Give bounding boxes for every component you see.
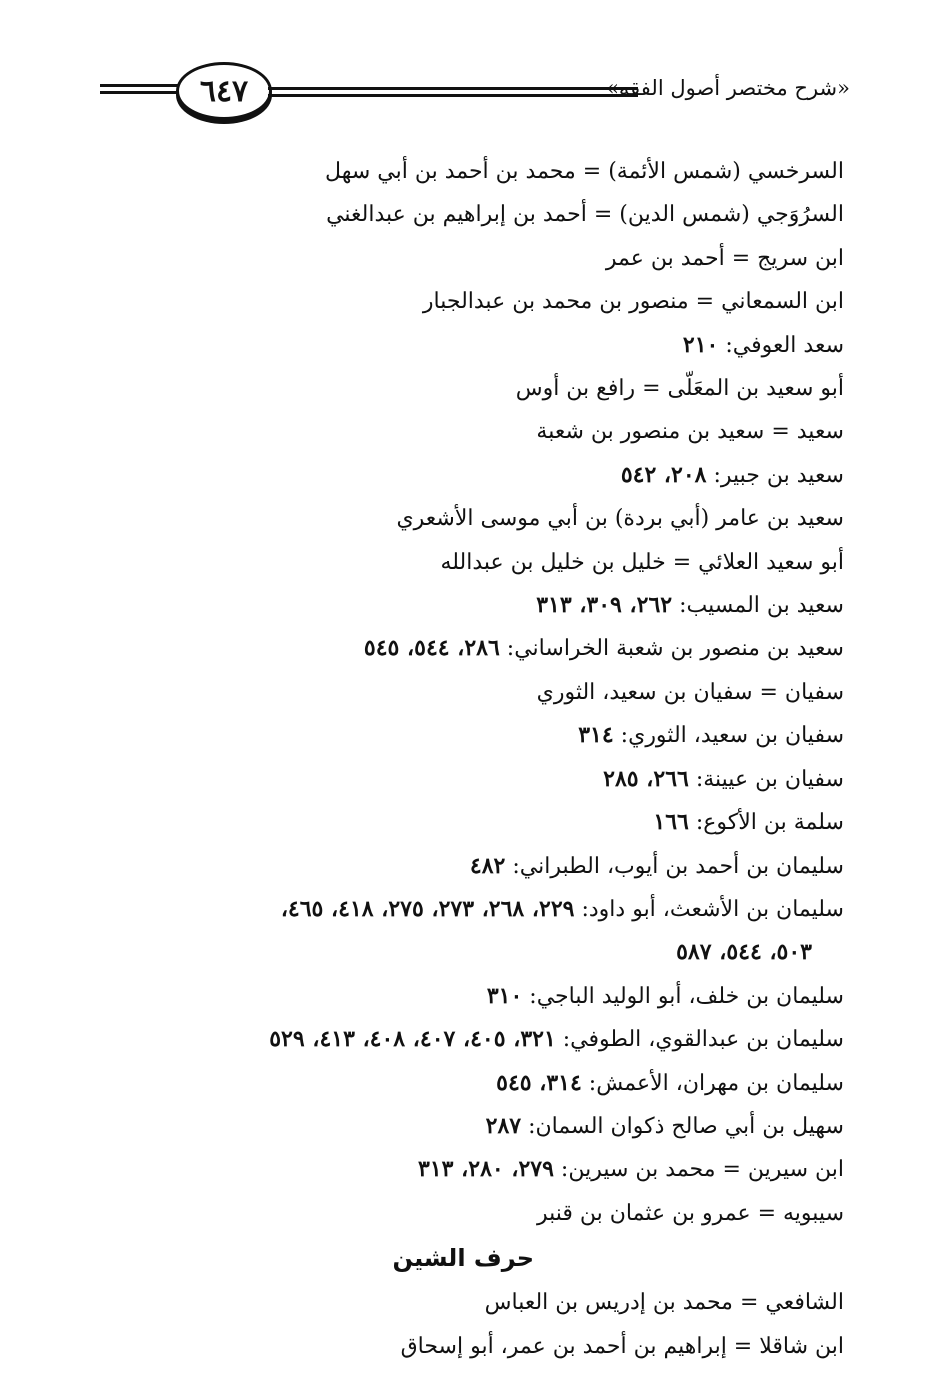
index-content [84, 150, 844, 1368]
index-entry [84, 541, 844, 584]
index-entry [84, 410, 844, 453]
index-list-sin [84, 150, 844, 1235]
index-entry [84, 454, 844, 497]
index-entry [84, 1148, 844, 1191]
entry-name: ابن السمعاني = منصور بن محمد بن عبدالجبار [422, 289, 844, 315]
entry-name: أبو سعيد بن المعَلّى = رافع بن أوس [515, 376, 844, 402]
index-entry [84, 280, 844, 323]
index-entry [84, 237, 844, 280]
entry-name: أبو سعيد العلائي = خليل بن خليل بن عبدالله [440, 549, 844, 575]
entry-name: سعيد بن عامر (أبي بردة) بن أبي موسى الأشعري [396, 506, 844, 532]
entry-name: سفيان = سفيان بن سعيد، الثوري [536, 679, 844, 705]
entry-name: سليمان بن عبدالقوي، الطوفي: [555, 1027, 844, 1053]
index-entry [84, 497, 844, 540]
page-number: ٦٤٧ [176, 62, 272, 120]
entry-name: سلمة بن الأكوع: [688, 810, 844, 836]
entry-name: سعيد بن المسيب: [672, 593, 844, 619]
page-header [100, 62, 850, 132]
index-entry [84, 714, 844, 757]
entry-name: سليمان بن أحمد بن أيوب، الطبراني: [505, 853, 844, 879]
index-list-shin [84, 1281, 844, 1368]
running-title: «شرح مختصر أصول الفقه» [606, 76, 850, 100]
entry-pages: ٢٦٦، ٢٨٥ [603, 765, 689, 792]
index-entry [84, 324, 844, 367]
entry-pages: ٢٨٦، ٥٤٤، ٥٤٥ [363, 635, 500, 662]
entry-name: سعد العوفي: [718, 332, 844, 358]
entry-name: ابن سريج = أحمد بن عمر [605, 245, 844, 271]
index-entry [84, 975, 844, 1018]
entry-name: سعيد بن منصور بن شعبة الخراساني: [499, 636, 844, 662]
entry-pages: ٢٦٢، ٣٠٩، ٣١٣ [536, 592, 673, 619]
entry-pages: ٣١٤، ٥٤٥ [496, 1069, 582, 1096]
entry-pages: ٢١٠ [682, 331, 719, 358]
index-entry [84, 193, 844, 236]
entry-name: سفيان بن سعيد، الثوري: [613, 723, 844, 749]
index-entry [84, 1105, 844, 1148]
entry-name: سعيد = سعيد بن منصور بن شعبة [536, 419, 844, 445]
index-entry [84, 584, 844, 627]
entry-pages: ٣١٤ [578, 722, 614, 749]
entry-pages: ٣١٠ [486, 982, 523, 1009]
index-entry [84, 1192, 844, 1235]
index-entry [84, 801, 844, 844]
index-entry [84, 1018, 844, 1061]
entry-pages: ٢٧٩، ٢٨٠، ٣١٣ [418, 1156, 554, 1183]
entry-pages: ٢٢٩، ٢٦٨، ٢٧٣، ٢٧٥، ٤١٨، ٤٦٥، [280, 895, 575, 922]
index-entry [84, 1062, 844, 1105]
entry-name: سليمان بن خلف، أبو الوليد الباجي: [522, 983, 844, 1009]
entry-name: سيبويه = عمرو بن عثمان بن قنبر [536, 1200, 844, 1226]
entry-pages-continued: ٥٠٣، ٥٤٤، ٥٨٧ [676, 939, 812, 966]
entry-name: سليمان بن مهران، الأعمش: [581, 1070, 844, 1096]
entry-pages: ١٦٦ [653, 809, 689, 836]
section-heading: حرف الشين [392, 1244, 534, 1273]
entry-pages: ٢٠٨، ٥٤٢ [620, 461, 707, 488]
index-entry [84, 888, 844, 975]
entry-name: السرخسي (شمس الأئمة) = محمد بن أحمد بن أبي سهل [325, 159, 844, 184]
index-entry [84, 758, 844, 801]
index-entry [84, 150, 844, 193]
entry-name: سفيان بن عيينة: [688, 766, 844, 792]
entry-name: سهيل بن أبي صالح ذكوان السمان: [521, 1113, 844, 1139]
index-entry [84, 845, 844, 888]
entry-pages: ٢٨٧ [485, 1112, 522, 1139]
entry-pages: ٣٢١، ٤٠٥، ٤٠٧، ٤٠٨، ٤١٣، ٥٢٩ [269, 1026, 556, 1053]
entry-name: ابن سيرين = محمد بن سيرين: [553, 1157, 844, 1183]
index-entry [84, 1281, 844, 1324]
index-entry [84, 367, 844, 410]
entry-name: السرُوَجي (شمس الدين) = أحمد بن إبراهيم بن عبدالغني [326, 202, 844, 228]
header-rule-left [100, 84, 180, 94]
header-rule-right [268, 87, 638, 97]
index-entry [84, 1325, 844, 1368]
entry-name: ابن شاقلا = إبراهيم بن أحمد بن عمر، أبو إسحاق [400, 1333, 844, 1359]
entry-name: سليمان بن الأشعث، أبو داود: [574, 896, 844, 922]
index-entry [84, 627, 844, 670]
entry-name: سعيد بن جبير: [706, 462, 844, 488]
index-entry [84, 671, 844, 714]
entry-pages: ٤٨٢ [469, 852, 506, 879]
entry-name: الشافعي = محمد بن إدريس بن العباس [484, 1290, 844, 1316]
